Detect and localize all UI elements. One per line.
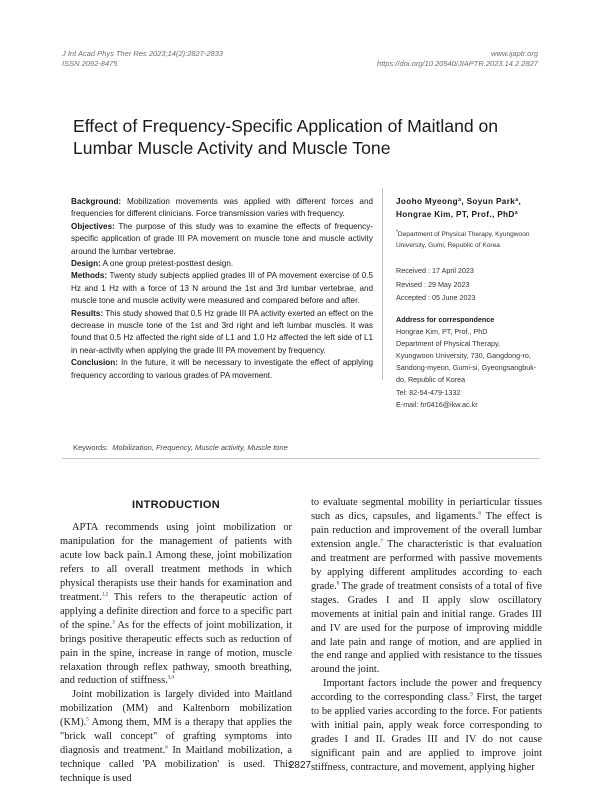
intro-r2-text-a: Important factors include the power and frequency according to the corresponding class. bbox=[311, 678, 542, 704]
intro-paragraph-2 bbox=[60, 688, 292, 786]
issn: ISSN 2092-8475 bbox=[62, 59, 118, 68]
objectives-label: Objectives: bbox=[71, 221, 115, 231]
correspondence-tel: Tel: 82-54-479-1332 bbox=[396, 387, 461, 397]
revised-date: Revised : 29 May 2023 bbox=[396, 279, 470, 289]
correspondence-heading: Address for correspondence bbox=[396, 314, 495, 324]
section-divider bbox=[62, 458, 540, 459]
keywords-text: Mobilization, Frequency, Muscle activity, Muscle tone bbox=[112, 443, 288, 452]
body-column-right bbox=[311, 496, 542, 775]
design-label: Design: bbox=[71, 259, 101, 269]
column-divider bbox=[382, 188, 383, 380]
correspondence-address-2: Sandong-myeon, Gumi-si, Gyeongsangbuk- bbox=[396, 363, 537, 373]
design-text: A one group pretest-posttest design. bbox=[102, 259, 234, 269]
running-header-right bbox=[377, 49, 538, 69]
keywords-label: Keywords: bbox=[73, 443, 109, 452]
intro-p2-text-a: Joint mobilization is largely divided into Maitland mobilization (MM) and Kaltenborn mobilization (KM). bbox=[60, 689, 292, 729]
intro-r1-text-d: The grade of treatment consists of a total of five stages. Grades I and II apply slow oscillatory movements at initial pain and initial range. Grades III and IV are used for the purpose of improving middle and late pain and range of motion, and are applied in the end range and applied with resistance to the tissues around the joint. bbox=[311, 580, 542, 676]
citation-ref[interactable]: 3,4 bbox=[167, 676, 174, 682]
journal-website-link[interactable]: www.ijaptr.org bbox=[491, 49, 538, 58]
received-date: Received : 17 April 2023 bbox=[396, 266, 474, 275]
intro-p1-text-c: As for the effects of joint mobilization, it brings positive therapeutic effects such as reduction of pain in the spine, increase in range of motion, muscle relaxation through reflex pathway, smooth breathing, and reduction of stiffness. bbox=[60, 619, 292, 687]
author-list bbox=[396, 196, 544, 221]
citation-ref[interactable]: 9 bbox=[470, 692, 473, 698]
abstract bbox=[71, 196, 373, 382]
results-label: Results: bbox=[71, 308, 104, 318]
author-line-1: Jooho Myeongª, Soyun Parkª, bbox=[396, 197, 522, 206]
intro-paragraph-1 bbox=[60, 521, 292, 688]
page-number: 2827 bbox=[288, 760, 312, 771]
intro-p2-text-b: Among them, MM is a therapy that applies the "brick wall concept" of grafting symptoms into diagnosis and treatment. bbox=[60, 717, 292, 757]
citation-ref[interactable]: 3 bbox=[112, 620, 115, 626]
citation-ref[interactable]: 7 bbox=[380, 539, 383, 545]
citation-ref[interactable]: 1,2 bbox=[101, 592, 109, 598]
intro-paragraph-continued bbox=[311, 496, 542, 677]
conclusion-text: In the future, it will be necessary to investigate the effect of applying frequency according to various grades of PA movement. bbox=[71, 358, 373, 380]
citation-ref[interactable]: 6 bbox=[165, 745, 168, 751]
conclusion-label: Conclusion: bbox=[71, 358, 118, 368]
methods-text: Twenty study subjects applied grades III of PA movement exercise of 0.5 Hz and 1 Hz with a force of 13 N around the 1st and 3rd lumbar vertebrae, and muscle tone and muscle activity were measured and compared before and after. bbox=[71, 271, 373, 306]
correspondence-name: Hongrae Kim, PT, Prof., PhD bbox=[396, 326, 488, 336]
accepted-date: Accepted : 05 June 2023 bbox=[396, 293, 476, 302]
body-column-left bbox=[60, 521, 292, 786]
doi-link[interactable]: https://doi.org/10.20540/JIAPTR.2023.14.2.2827 bbox=[377, 59, 538, 68]
article-dates bbox=[396, 264, 544, 305]
intro-p1-text-a: APTA recommends using joint mobilization or manipulation for the management of patients with acute low back pain.1 Among these, joint mobilization refers to all overall treatment methods in which physical therapists use their hands for examination and treatment. bbox=[60, 522, 292, 603]
correspondence-address-3: do, Republic of Korea bbox=[396, 375, 466, 385]
results-text: This study showed that 0.5 Hz grade III PA activity exerted an effect on the decrease in muscle tone of the 1st and 3rd right and left lumbar muscles. It was found that 0.5 Hz affected the right side of L1 and 1.0 Hz affected the left side of L1 in near-activity when applying the grade III PA movement by frequency. bbox=[71, 308, 373, 355]
objectives-text: The purpose of this study was to examine the effects of frequency-specific application of grade III PA movement on muscle tone and muscle activity around the lumbar vertebrae. bbox=[71, 221, 373, 256]
introduction-heading: INTRODUCTION bbox=[132, 499, 220, 511]
keywords bbox=[73, 443, 288, 452]
running-header-left bbox=[62, 49, 223, 69]
correspondence-address-1: Kyungwoon University, 730, Gangdong-ro, bbox=[396, 350, 531, 360]
journal-citation: J Int Acad Phys Ther Res 2023;14(2):2827-2833 bbox=[62, 49, 224, 58]
citation-ref[interactable]: 8 bbox=[336, 581, 340, 587]
affiliation-text: Department of Physical Therapy, Kyungwoon University, Gumi, Republic of Korea bbox=[396, 231, 530, 249]
methods-label: Methods: bbox=[71, 271, 108, 281]
affiliation-mark: ª bbox=[396, 228, 398, 235]
correspondence-email[interactable]: E-mail: hr0416@ikw.ac.kr bbox=[396, 399, 478, 409]
article-info bbox=[396, 196, 544, 411]
background-label: Background: bbox=[71, 197, 122, 206]
citation-ref[interactable]: 6 bbox=[478, 511, 481, 517]
intro-r1-text-c: The characteristic is that evaluation and treatment are performed with passive movements by applying different amplitudes according to each grade. bbox=[311, 538, 542, 592]
intro-p1-text-b: This refers to the therapeutic action of applying a definite direction and force to a specific part of the spine. bbox=[60, 591, 292, 631]
correspondence-dept: Department of Physical Therapy, bbox=[396, 338, 500, 348]
intro-r1-text-a: to evaluate segmental mobility in periarticular tissues such as dics, capsules, and ligaments. bbox=[311, 497, 542, 522]
author-line-2: Hongrae Kim, PT, Prof., PhDª bbox=[396, 209, 519, 219]
correspondence-block bbox=[396, 326, 544, 411]
article-title: Effect of Frequency-Specific Application of Maitland on Lumbar Muscle Activity and Muscle Tone bbox=[73, 116, 499, 158]
intro-r2-text-b: First, the target to be applied varies according to the force. For patients with initial pain, apply weak force corresponding to grades I and II. Grades III and IV do not cause significant pain and are applied to improve joint stiffness, contracture, and movement, applying higher bbox=[311, 692, 542, 774]
intro-p2-text-c: In Maitland mobilization, a technique called 'PA mobilization' is used. This technique is used bbox=[60, 745, 292, 785]
citation-ref[interactable]: 5 bbox=[86, 717, 89, 723]
intro-r1-text-b: The effect is pain reduction and improvement of the overall lumbar extension angle. bbox=[311, 510, 542, 550]
background-text: Mobilization movements was applied with different forces and frequencies for different clinicians. Force transmission varies with frequency. bbox=[71, 197, 373, 219]
affiliation bbox=[396, 230, 544, 251]
